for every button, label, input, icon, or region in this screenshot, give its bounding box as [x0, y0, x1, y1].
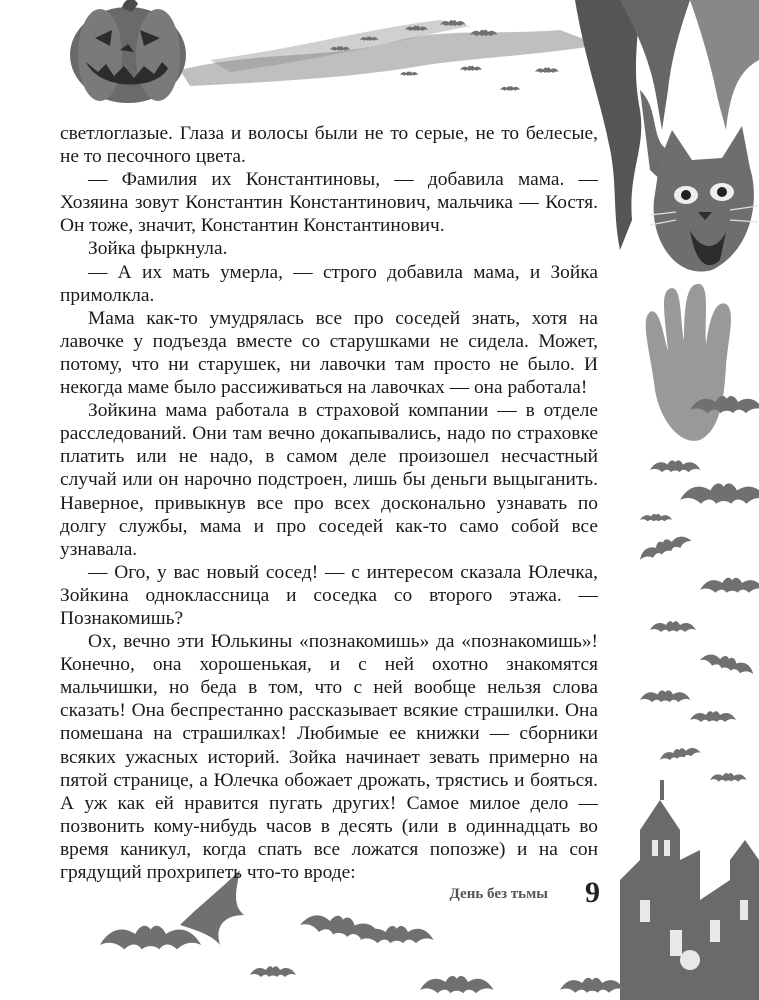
paint-smear-top: [180, 20, 600, 86]
cat-face-icon: [650, 126, 758, 272]
paragraph: — Фамилия их Константиновы, — добавила мама. — Хозяина зовут Константин Константинович, мальчика — Костя. Он тоже, значит, Константин Константинович.: [60, 169, 598, 237]
paragraph: Зойкина мама работала в страховой компании — в отделе расследований. Они там вечно докапывались, надо по страховке платить или не надо, в самом деле произошел несчастный случай или он нарочно подстроен, лишь бы деньги выцыганить. Наверное, привыкнув все про всех досконально узнавать по долгу службы, мама и про соседей как-то само собой все узнавала.: [60, 400, 598, 560]
hand-print-icon: [646, 284, 731, 441]
page-number: 9: [585, 876, 600, 909]
paragraph: Мама как-то умудрялась все про соседей знать, хотя на лавочке у подъезда вместе со старушками не сидела. Может, потому, что ни старушек, ни лавочки там просто не было. И некогда маме было рассиживаться на лавочках — она работала!: [60, 307, 598, 399]
paragraph: Ох, вечно эти Юлькины «познакомишь» да «познакомишь»! Конечно, она хорошенькая, и с ней охотно знакомятся мальчишки, но беда в том, что с ней вообще нельзя слова сказать! Она беспрестанно рассказывает всякие страшилки. Она помешана на страшилках! Любимые ее книжки — сборники всяких ужасных историй. Зойка начинает зевать примерно на пятой странице, а Юлечка обожает дрожать, трястись и бояться. А уж как ей нравится пугать других! Самое милое дело — позвонить кому-нибудь часов в десять (или в одиннадцать во время каникул, когда спать все ложатся попозже) и на сон грядущий прохрипеть что-то вроде:: [60, 631, 598, 883]
bat-icon: [636, 396, 759, 782]
paragraph: — Ого, у вас новый сосед! — с интересом сказала Юлечка, Зойкина одноклассница и соседка со второго этажа. — Познакомишь?: [60, 561, 598, 629]
castle-icon: [620, 780, 759, 1000]
paragraph: светлоглазые. Глаза и волосы были не то серые, не то белесые, не то песочного цвета.: [60, 123, 598, 168]
pumpkin-icon: [70, 0, 186, 103]
running-title: День без тьмы: [449, 886, 548, 902]
paragraph: — А их мать умерла, — строго добавила мама, и Зойка примолкла.: [60, 261, 598, 306]
body-text: [60, 122, 598, 884]
paragraph: Зойка фыркнула.: [88, 238, 228, 260]
page-footer: [400, 876, 600, 920]
